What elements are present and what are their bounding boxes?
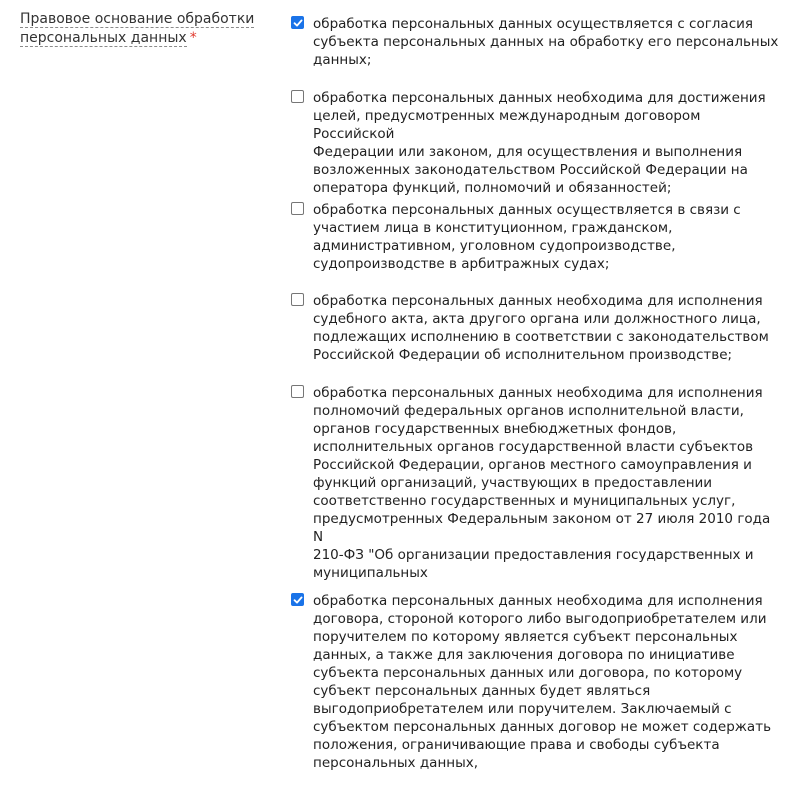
option-label <box>313 89 783 197</box>
option-label-line: обработка персональных данных осуществляется с согласия <box>313 16 754 32</box>
legal-basis-option[interactable] <box>291 384 783 582</box>
option-label-line: возложенных законодательством Российской Федерации на <box>313 162 748 178</box>
option-label-line: Российской Федерации об исполнительном производстве; <box>313 347 733 363</box>
required-asterisk: * <box>189 30 197 46</box>
checkbox-unchecked[interactable] <box>291 293 304 306</box>
option-label-line: обработка персональных данных необходима для исполнения <box>313 385 763 401</box>
option-label-line: судопроизводстве в арбитражных судах; <box>313 256 610 272</box>
legal-basis-option[interactable] <box>291 15 783 69</box>
legal-basis-option[interactable] <box>291 292 783 364</box>
option-label-line: договора, стороной которого либо выгодоприобретателем или <box>313 611 767 627</box>
option-label-line: органов государственных внебюджетных фондов, <box>313 421 677 437</box>
option-label-line: исполнительных органов государственной власти субъектов <box>313 439 754 455</box>
option-label-line: целей, предусмотренных международным договором Российской <box>313 108 701 142</box>
option-label-line: участием лица в конституционном, гражданском, <box>313 220 673 236</box>
option-label-line: Российской Федерации, органов местного самоуправления и <box>313 457 752 473</box>
option-label <box>313 201 783 273</box>
option-label-line: оператора функций, полномочий и обязанностей; <box>313 180 672 196</box>
option-label-line: субъекта персональных данных на обработку его персональных <box>313 34 779 50</box>
checkbox-unchecked[interactable] <box>291 202 304 215</box>
option-label-line: выгодоприобретателем или поручителем. Заключаемый с <box>313 701 732 717</box>
option-label-line: муниципальных <box>313 565 428 581</box>
option-label <box>313 292 783 364</box>
option-label <box>313 384 783 582</box>
checkmark-icon <box>293 595 303 605</box>
option-label-line: 210-ФЗ "Об организации предоставления государственных и <box>313 547 754 563</box>
option-label-line: административном, уголовном судопроизводстве, <box>313 238 676 254</box>
option-label-line: субъект персональных данных будет являться <box>313 683 651 699</box>
option-label-line: обработка персональных данных необходима для исполнения <box>313 593 763 609</box>
option-label-line: данных, а также для заключения договора по инициативе <box>313 647 735 663</box>
legal-basis-option[interactable] <box>291 592 783 772</box>
option-label-line: полномочий федеральных органов исполнительной власти, <box>313 403 744 419</box>
option-label <box>313 15 783 69</box>
option-label-line: соответственно государственных и муниципальных услуг, <box>313 493 736 509</box>
option-label-line: данных; <box>313 52 372 68</box>
option-label-line: подлежащих исполнению в соответствии с законодательством <box>313 329 769 345</box>
option-label-line: обработка персональных данных необходима для достижения <box>313 90 766 106</box>
checkbox-unchecked[interactable] <box>291 385 304 398</box>
option-label-line: обработка персональных данных необходима для исполнения <box>313 293 763 309</box>
option-label-line: судебного акта, акта другого органа или должностного лица, <box>313 311 761 327</box>
option-label-line: положения, ограничивающие права и свободы субъекта <box>313 737 720 753</box>
option-label-line: предусмотренных Федеральным законом от 27 июля 2010 года N <box>313 511 771 545</box>
legal-basis-option[interactable] <box>291 201 783 273</box>
field-label <box>20 10 260 48</box>
option-label-line: обработка персональных данных осуществляется в связи с <box>313 202 741 218</box>
legal-basis-option[interactable] <box>291 89 783 197</box>
checkbox-unchecked[interactable] <box>291 90 304 103</box>
field-label-text: Правовое основание обработки персональных данных <box>20 11 255 46</box>
option-label-line: поручителем по которому является субъект персональных <box>313 629 738 645</box>
option-label-line: субъекта персональных данных или договора, по которому <box>313 665 743 681</box>
option-label-line: функций организаций, участвующих в предоставлении <box>313 475 713 491</box>
option-label <box>313 592 783 772</box>
checkmark-icon <box>293 18 303 28</box>
checkbox-checked[interactable] <box>291 593 304 606</box>
option-label-line: Федерации или законом, для осуществления и выполнения <box>313 144 743 160</box>
option-label-line: субъектом персональных данных договор не может содержать <box>313 719 772 735</box>
option-label-line: персональных данных, <box>313 755 479 771</box>
checkbox-checked[interactable] <box>291 16 304 29</box>
